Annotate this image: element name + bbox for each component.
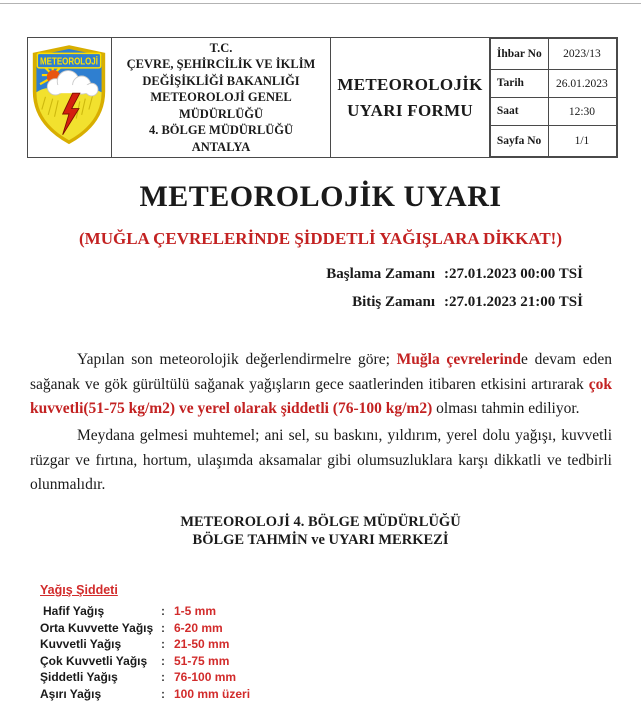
info-label-ihbar-no: İhbar No <box>490 39 548 70</box>
info-label-sayfa-no: Sayfa No <box>490 126 548 157</box>
end-time-row <box>326 294 612 311</box>
agency-line: ÇEVRE, ŞEHİRCİLİK VE İKLİM <box>126 57 316 72</box>
intensity-value: 6-20 mm <box>174 620 223 635</box>
form-header-table <box>27 37 618 158</box>
form-info-table <box>490 38 617 157</box>
warning-times <box>326 266 612 322</box>
agency-line: T.C. <box>209 40 233 55</box>
intensity-value: 51-75 mm <box>174 653 230 668</box>
info-label-tarih: Tarih <box>490 70 548 98</box>
meteoroloji-shield-logo-icon <box>31 44 107 146</box>
intensity-value: 21-50 mm <box>174 637 230 652</box>
form-title <box>331 38 490 158</box>
intensity-label: Orta Kuvvette Yağış <box>40 620 154 635</box>
intensity-label: Şiddetli Yağış <box>40 670 118 685</box>
agency-line: ANTALYA <box>191 139 251 154</box>
intensity-separator: : <box>161 637 165 652</box>
form-title-line2: UYARI FORMU <box>347 100 473 120</box>
intensity-label: Hafif Yağış <box>43 604 105 618</box>
start-time-row <box>326 266 612 283</box>
intensity-separator: : <box>161 653 165 668</box>
agency-title-block <box>111 38 330 158</box>
intensity-heading: Yağış Şiddeti <box>40 583 118 597</box>
rain-intensity-legend <box>40 583 250 703</box>
form-title-line1: METEOROLOJİK <box>337 74 483 94</box>
start-time-label: Başlama Zamanı <box>326 266 435 282</box>
agency-line: METEOROLOJİ GENEL <box>150 90 292 105</box>
intensity-separator: : <box>161 604 165 618</box>
intensity-value: 100 mm üzeri <box>174 686 251 701</box>
info-value-saat: 12:30 <box>548 98 616 126</box>
logo-cell <box>28 38 112 158</box>
intensity-row <box>40 603 250 620</box>
intensity-separator: : <box>161 686 165 701</box>
intensity-value: 1-5 mm <box>174 604 217 618</box>
issuing-office-line1: METEOROLOJİ 4. BÖLGE MÜDÜRLÜĞÜ <box>180 514 461 530</box>
intensity-row <box>40 636 250 653</box>
intensity-row <box>40 653 250 670</box>
info-value-ihbar-no: 2023/13 <box>548 39 616 70</box>
warning-subtitle: (MUĞLA ÇEVRELERİNDE ŞİDDETLİ YAĞIŞLARA DİKKAT!) <box>78 229 562 248</box>
intensity-label: Kuvvetli Yağış <box>40 637 122 652</box>
intensity-row <box>40 669 250 686</box>
issuing-office-line2: BÖLGE TAHMİN ve UYARI MERKEZİ <box>192 532 449 548</box>
intensity-separator: : <box>161 620 165 635</box>
end-time-label: Bitiş Zamanı <box>352 294 435 310</box>
agency-line: 4. BÖLGE MÜDÜRLÜĞÜ <box>148 123 294 138</box>
issuing-office-block <box>0 513 641 549</box>
info-value-sayfa-no: 1/1 <box>548 126 616 157</box>
info-value-tarih: 26.01.2023 <box>548 70 616 98</box>
intensity-value: 76-100 mm <box>174 670 237 685</box>
end-time-value: :27.01.2023 21:00 TSİ <box>444 294 583 310</box>
info-label-saat: Saat <box>490 98 548 126</box>
top-divider <box>0 3 641 4</box>
intensity-row <box>40 620 250 637</box>
form-info-cell <box>489 38 617 158</box>
agency-line: DEĞİŞİKLİĞİ BAKANLIĞI <box>142 73 300 88</box>
intensity-label: Çok Kuvvetli Yağış <box>40 653 148 668</box>
intensity-separator: : <box>161 670 165 685</box>
logo-wordmark: METEOROLOJİ <box>40 56 99 68</box>
warning-title: METEOROLOJİK UYARI <box>139 180 502 213</box>
warning-paragraph-2: Meydana gelmesi muhtemel; ani sel, su baskını, yıldırım, yerel dolu yağışı, kuvvetli rüzgar ve fırtına, hortum, ulaşımda aksamalar gibi olumsuzluklara karşı dikkatli ve tedbirli olunmalıdır. <box>30 427 612 493</box>
intensity-row <box>40 686 250 703</box>
start-time-value: :27.01.2023 00:00 TSİ <box>444 266 583 282</box>
warning-paragraph-1: Yapılan son meteorolojik değerlendirmelre göre; Muğla çevrelerinde devam eden sağanak ve gök gürültülü sağanak yağışların gece saatlerinden itibaren etkisini artırarak çok kuvvetli(51-75 kg/m2) ve yerel olarak şiddetli (76-100 kg/m2) olması tahmin ediliyor. <box>30 351 612 417</box>
intensity-label: Aşırı Yağış <box>40 686 102 701</box>
agency-line: MÜDÜRLÜĞÜ <box>178 106 264 121</box>
